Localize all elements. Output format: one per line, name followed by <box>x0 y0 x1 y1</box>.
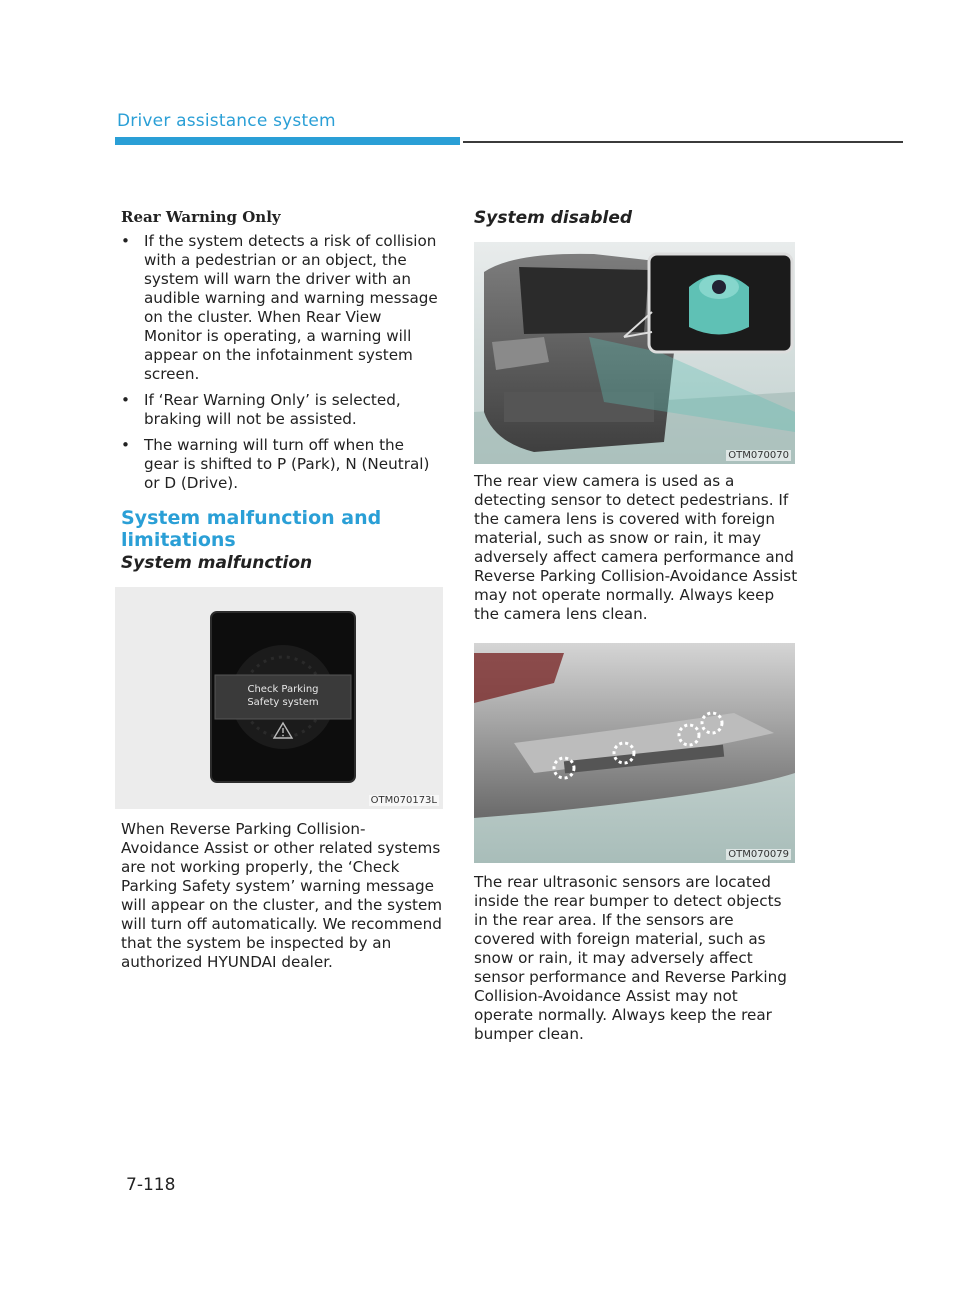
system-disabled-heading: System disabled <box>474 208 633 228</box>
figure-code: OTM070070 <box>728 450 789 461</box>
list-item <box>121 436 443 493</box>
page-number: 7-118 <box>126 1175 176 1195</box>
section-title: System malfunction and limitations <box>121 507 382 551</box>
bullet-icon: • <box>121 232 130 250</box>
system-malfunction-heading: System malfunction <box>121 553 313 573</box>
bullet-icon: • <box>121 436 130 454</box>
bullet-text: If ‘Rear Warning Only’ is selected, braking will not be assisted. <box>144 391 401 428</box>
rear-sensors-figure <box>474 643 795 863</box>
malfunction-paragraph: When Reverse Parking Collision-Avoidance Assist or other related systems are not working properly, the ‘Check Parking Safety system’ warning message will appear on the cluster, and the system will turn off automatically. We recommend that the system be inspected by an authorized HYUNDAI dealer. <box>121 820 443 971</box>
right-column <box>474 208 799 1044</box>
rear-sensors-illustration <box>474 643 795 863</box>
list-item <box>121 391 443 429</box>
cluster-message-line2: Safety system <box>247 697 319 708</box>
left-column <box>113 208 443 972</box>
cluster-warning-figure <box>115 587 443 809</box>
rear-camera-illustration <box>474 242 795 464</box>
figure-code: OTM070173L <box>370 795 437 806</box>
header-title: Driver assistance system <box>117 111 336 131</box>
bullet-text: If the system detects a risk of collision with a pedestrian or an object, the system will warn the driver with an audible warning and warning message on the cluster. When Rear View Monitor is operating, a warning will appear on the infotainment system screen. <box>144 232 438 383</box>
rear-warning-only-heading: Rear Warning Only <box>121 208 281 226</box>
header-rule <box>463 141 903 143</box>
cluster-message-line1: Check Parking <box>247 684 319 695</box>
camera-paragraph: The rear view camera is used as a detecting sensor to detect pedestrians. If the camera lens is covered with foreign material, such as snow or rain, it may adversely affect camera performance and Reverse Parking Collision-Avoidance Assist may not operate normally. Always keep the camera lens clean. <box>474 472 798 623</box>
bullet-icon: • <box>121 391 130 409</box>
bullet-text: The warning will turn off when the gear is shifted to P (Park), N (Neutral) or D (Drive). <box>144 436 430 492</box>
header-accent-bar <box>115 137 460 145</box>
sensor-paragraph: The rear ultrasonic sensors are located inside the rear bumper to detect objects in the rear area. If the sensors are covered with foreign material, such as snow or rain, it may adversely affect sensor performance and Reverse Parking Collision-Avoidance Assist may not operate normally. Always keep the rear bumper clean. <box>474 873 787 1043</box>
bullet-list <box>113 232 443 493</box>
figure-code: OTM070079 <box>728 849 789 860</box>
list-item <box>121 232 443 384</box>
rear-camera-figure <box>474 242 795 464</box>
camera-icon <box>689 275 749 335</box>
